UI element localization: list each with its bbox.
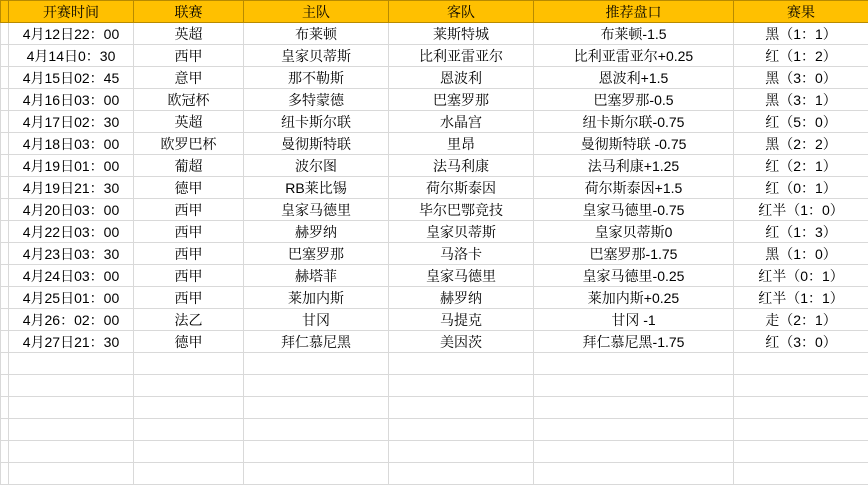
league-cell: 意甲 — [134, 67, 244, 89]
league-cell: 葡超 — [134, 155, 244, 177]
result-cell: 红半（1：1） — [734, 287, 868, 309]
empty-cell — [389, 441, 534, 463]
home-cell: RB莱比锡 — [244, 177, 389, 199]
time-cell: 4月24日03：00 — [9, 265, 134, 287]
away-cell: 水晶宫 — [389, 111, 534, 133]
league-cell: 英超 — [134, 111, 244, 133]
empty-cell — [134, 419, 244, 441]
row-lead-cell — [1, 111, 9, 133]
time-cell: 4月20日03：00 — [9, 199, 134, 221]
empty-cell — [734, 441, 868, 463]
empty-cell — [244, 463, 389, 485]
empty-cell — [9, 419, 134, 441]
empty-cell — [534, 463, 734, 485]
league-cell: 西甲 — [134, 45, 244, 67]
home-cell: 布莱顿 — [244, 23, 389, 45]
away-cell: 毕尔巴鄂竞技 — [389, 199, 534, 221]
table-row — [1, 331, 868, 353]
row-lead-cell — [1, 287, 9, 309]
table-row — [1, 221, 868, 243]
away-cell: 莱斯特城 — [389, 23, 534, 45]
pick-cell: 甘冈 -1 — [534, 309, 734, 331]
league-cell: 法乙 — [134, 309, 244, 331]
league-cell: 德甲 — [134, 177, 244, 199]
empty-cell — [244, 353, 389, 375]
table-row — [1, 177, 868, 199]
empty-cell — [389, 375, 534, 397]
table-row — [1, 199, 868, 221]
empty-cell — [9, 463, 134, 485]
column-header: 主队 — [244, 1, 389, 23]
pick-cell: 法马利康+1.25 — [534, 155, 734, 177]
pick-cell: 皇家马德里-0.75 — [534, 199, 734, 221]
empty-row — [1, 353, 868, 375]
league-cell: 西甲 — [134, 287, 244, 309]
result-cell: 黑（3：1） — [734, 89, 868, 111]
time-cell: 4月19日01：00 — [9, 155, 134, 177]
row-lead-cell — [1, 221, 9, 243]
away-cell: 赫罗纳 — [389, 287, 534, 309]
league-cell: 西甲 — [134, 243, 244, 265]
empty-cell — [244, 441, 389, 463]
league-cell: 西甲 — [134, 221, 244, 243]
empty-cell — [389, 397, 534, 419]
pick-cell: 皇家贝蒂斯0 — [534, 221, 734, 243]
empty-cell — [1, 463, 9, 485]
table-row — [1, 265, 868, 287]
row-lead-cell — [1, 309, 9, 331]
away-cell: 马提克 — [389, 309, 534, 331]
home-cell: 那不勒斯 — [244, 67, 389, 89]
result-cell: 黑（3：0） — [734, 67, 868, 89]
row-lead-cell — [1, 199, 9, 221]
pick-cell: 比利亚雷亚尔+0.25 — [534, 45, 734, 67]
empty-cell — [134, 463, 244, 485]
column-header: 开赛时间 — [9, 1, 134, 23]
league-cell: 西甲 — [134, 199, 244, 221]
column-header: 推荐盘口 — [534, 1, 734, 23]
time-cell: 4月19日21：30 — [9, 177, 134, 199]
empty-cell — [9, 441, 134, 463]
empty-cell — [9, 397, 134, 419]
table-row — [1, 67, 868, 89]
result-cell: 红（2：1） — [734, 155, 868, 177]
result-cell: 红（1：2） — [734, 45, 868, 67]
home-cell: 赫罗纳 — [244, 221, 389, 243]
result-cell: 红（3：0） — [734, 331, 868, 353]
away-cell: 皇家贝蒂斯 — [389, 221, 534, 243]
pick-cell: 布莱顿-1.5 — [534, 23, 734, 45]
time-cell: 4月25日01：00 — [9, 287, 134, 309]
home-cell: 多特蒙德 — [244, 89, 389, 111]
table-row — [1, 309, 868, 331]
empty-cell — [534, 375, 734, 397]
empty-cell — [134, 441, 244, 463]
empty-cell — [134, 375, 244, 397]
empty-cell — [244, 375, 389, 397]
empty-cell — [244, 397, 389, 419]
row-lead-cell — [1, 243, 9, 265]
result-cell: 黑（1：0） — [734, 243, 868, 265]
pick-cell: 拜仁慕尼黑-1.75 — [534, 331, 734, 353]
home-cell: 曼彻斯特联 — [244, 133, 389, 155]
time-cell: 4月14日0：30 — [9, 45, 134, 67]
home-cell: 莱加内斯 — [244, 287, 389, 309]
time-cell: 4月26：02：00 — [9, 309, 134, 331]
empty-cell — [734, 353, 868, 375]
away-cell: 荷尔斯泰因 — [389, 177, 534, 199]
away-cell: 法马利康 — [389, 155, 534, 177]
empty-cell — [9, 353, 134, 375]
table-row — [1, 111, 868, 133]
result-cell: 红（1：3） — [734, 221, 868, 243]
empty-cell — [1, 353, 9, 375]
table-header-row — [1, 1, 868, 23]
away-cell: 巴塞罗那 — [389, 89, 534, 111]
home-cell: 巴塞罗那 — [244, 243, 389, 265]
row-lead-cell — [1, 133, 9, 155]
row-lead-cell — [1, 23, 9, 45]
empty-row — [1, 463, 868, 485]
empty-cell — [1, 375, 9, 397]
empty-row — [1, 375, 868, 397]
result-cell: 黑（1：1） — [734, 23, 868, 45]
empty-cell — [1, 419, 9, 441]
empty-cell — [9, 375, 134, 397]
empty-cell — [534, 419, 734, 441]
away-cell: 比利亚雷亚尔 — [389, 45, 534, 67]
home-cell: 皇家贝蒂斯 — [244, 45, 389, 67]
column-header: 联赛 — [134, 1, 244, 23]
empty-cell — [1, 397, 9, 419]
empty-cell — [534, 353, 734, 375]
result-cell: 走（2：1） — [734, 309, 868, 331]
away-cell: 里昂 — [389, 133, 534, 155]
pick-cell: 纽卡斯尔联-0.75 — [534, 111, 734, 133]
row-lead-cell — [1, 45, 9, 67]
table-body — [1, 1, 868, 485]
home-cell: 皇家马德里 — [244, 199, 389, 221]
empty-cell — [734, 419, 868, 441]
league-cell: 欧罗巴杯 — [134, 133, 244, 155]
table-row — [1, 89, 868, 111]
empty-cell — [1, 441, 9, 463]
time-cell: 4月27日21：30 — [9, 331, 134, 353]
pick-cell: 巴塞罗那-1.75 — [534, 243, 734, 265]
empty-cell — [134, 353, 244, 375]
time-cell: 4月22日03：00 — [9, 221, 134, 243]
time-cell: 4月16日03：00 — [9, 89, 134, 111]
empty-cell — [734, 397, 868, 419]
empty-cell — [134, 397, 244, 419]
away-cell: 皇家马德里 — [389, 265, 534, 287]
empty-cell — [244, 419, 389, 441]
row-lead-cell — [1, 177, 9, 199]
result-cell: 红半（1：0） — [734, 199, 868, 221]
empty-cell — [389, 353, 534, 375]
pick-cell: 莱加内斯+0.25 — [534, 287, 734, 309]
time-cell: 4月15日02：45 — [9, 67, 134, 89]
empty-cell — [389, 463, 534, 485]
result-cell: 黑（2：2） — [734, 133, 868, 155]
result-cell: 红半（0：1） — [734, 265, 868, 287]
table-row — [1, 155, 868, 177]
home-cell: 拜仁慕尼黑 — [244, 331, 389, 353]
time-cell: 4月23日03：30 — [9, 243, 134, 265]
empty-row — [1, 397, 868, 419]
column-header: 赛果 — [734, 1, 868, 23]
corner-cell — [1, 1, 9, 23]
table-row — [1, 133, 868, 155]
table-row — [1, 243, 868, 265]
time-cell: 4月12日22：00 — [9, 23, 134, 45]
table-row — [1, 23, 868, 45]
home-cell: 甘冈 — [244, 309, 389, 331]
away-cell: 美因茨 — [389, 331, 534, 353]
empty-cell — [734, 375, 868, 397]
row-lead-cell — [1, 331, 9, 353]
league-cell: 德甲 — [134, 331, 244, 353]
empty-row — [1, 441, 868, 463]
column-header: 客队 — [389, 1, 534, 23]
away-cell: 马洛卡 — [389, 243, 534, 265]
table-row — [1, 287, 868, 309]
home-cell: 波尔图 — [244, 155, 389, 177]
empty-cell — [534, 441, 734, 463]
time-cell: 4月18日03：00 — [9, 133, 134, 155]
pick-cell: 恩波利+1.5 — [534, 67, 734, 89]
empty-cell — [734, 463, 868, 485]
row-lead-cell — [1, 89, 9, 111]
row-lead-cell — [1, 67, 9, 89]
league-cell: 英超 — [134, 23, 244, 45]
league-cell: 西甲 — [134, 265, 244, 287]
table-row — [1, 45, 868, 67]
time-cell: 4月17日02：30 — [9, 111, 134, 133]
away-cell: 恩波利 — [389, 67, 534, 89]
league-cell: 欧冠杯 — [134, 89, 244, 111]
result-cell: 红（0：1） — [734, 177, 868, 199]
empty-cell — [534, 397, 734, 419]
empty-cell — [389, 419, 534, 441]
pick-cell: 皇家马德里-0.25 — [534, 265, 734, 287]
pick-cell: 曼彻斯特联 -0.75 — [534, 133, 734, 155]
pick-cell: 巴塞罗那-0.5 — [534, 89, 734, 111]
home-cell: 赫塔菲 — [244, 265, 389, 287]
row-lead-cell — [1, 265, 9, 287]
home-cell: 纽卡斯尔联 — [244, 111, 389, 133]
empty-row — [1, 419, 868, 441]
row-lead-cell — [1, 155, 9, 177]
pick-cell: 荷尔斯泰因+1.5 — [534, 177, 734, 199]
result-cell: 红（5：0） — [734, 111, 868, 133]
